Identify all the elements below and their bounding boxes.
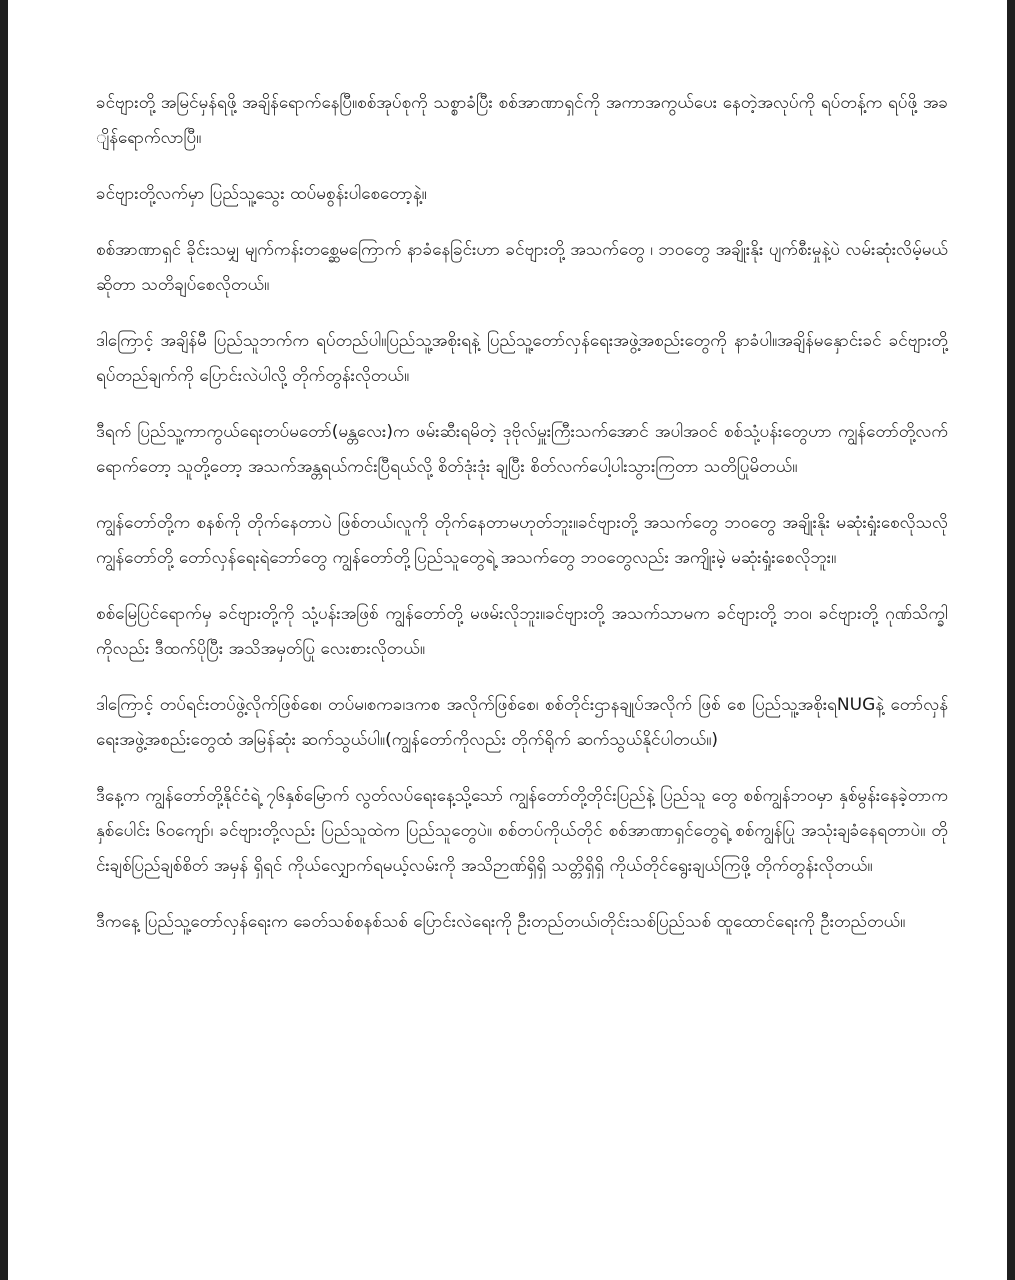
left-page-border xyxy=(0,0,8,1280)
paragraph-2: ခင်ဗျားတို့လက်မှာ ပြည်သူ့သွေး ထပ်မစွန်းပါစေတော့နဲ့။ xyxy=(96,184,427,204)
paragraph-9: ဒီနေ့က ကျွန်တော်တို့နိုင်ငံရဲ့ ၇၆နှစ်မြောက် လွတ်လပ်ရေးနေ့သို့သော် ကျွန်တော်တို့တိုင်းပြည်နဲ့ ပြည်သူ တွေ စစ်ကျွန်ဘဝမှာ နှစ်မွန်းနေခဲ့တာက နှစ်ပေါင်း ၆၀ကျော်၊ ခင်ဗျားတို့လည်း ပြည်သူထဲက ပြည်သူတွေပဲ။ စစ်တပ်ကိုယ်တိုင် စစ်အာဏာရှင်တွေရဲ့ စစ်ကျွန်ပြု အသုံးချခံနေရတာပဲ။ တိုင်းချစ်ပြည်ချစ်စိတ် အမှန် ရှိရင် ကိုယ်လျှောက်ရမယ့်လမ်းကို အသိဉာဏ်ရှိရှိ သတ္တိရှိရှိ ကိုယ်တိုင်ရွေးချယ်ကြဖို့ တိုက်တွန်းလိုတယ်။ xyxy=(96,786,948,876)
paragraph-6: ကျွန်တော်တို့က စနစ်ကို တိုက်နေတာပဲ ဖြစ်တယ်၊လူကို တိုက်နေတာမဟုတ်ဘူး။ခင်ဗျားတို့ အသက်တွေ ဘဝတွေ အချိုးနိုး မဆုံးရှုံးစေလိုသလို ကျွန်တော်တို့ တော်လှန်ရေးရဲဘော်တွေ ကျွန်တော်တို့ပြည်သူတွေရဲ့ အသက်တွေ ဘဝတွေလည်း အကျိုးမဲ့ မဆုံးရှုံးစေလိုဘူး။ xyxy=(96,513,948,568)
right-page-border xyxy=(1007,0,1015,1280)
paragraph-1: ခင်ဗျားတို့ အမြင်မှန်ရဖို့ အချိန်ရောက်နေပြီ။စစ်အုပ်စုကို သစ္စာခံပြီး စစ်အာဏာရှင်ကို အကာအကွယ်ပေး နေတဲ့အလုပ်ကို ရပ်တန့်က ရပ်ဖို့ အချိန်ရောက်လာပြီ။ xyxy=(96,93,948,148)
document-page xyxy=(8,0,1007,1280)
paragraph-4: ဒါကြောင့် အချိန်မီ ပြည်သူဘက်က ရပ်တည်ပါ။ပြည်သူ့အစိုးရနဲ့ ပြည်သူ့တော်လှန်ရေးအဖွဲ့အစည်းတွေကို နာခံပါ။အချိန်မနှောင်းခင် ခင်ဗျားတို့ ရပ်တည်ချက်ကို ပြောင်းလဲပါလို့ တိုက်တွန်းလိုတယ်။ xyxy=(96,331,948,386)
paragraph-5: ဒီရက် ပြည်သူ့ကာကွယ်ရေးတပ်မတော်(မန္တလေး)က ဖမ်းဆီးရမိတဲ့ ဒုဗိုလ်မှူးကြီးသက်အောင် အပါအဝင် စစ်သုံ့ပန်းတွေဟာ ကျွန်တော်တို့လက်ရောက်တော့ သူတို့တော့ အသက်အန္တရယ်ကင်းပြီရယ်လို့ စိတ်ဒုံးဒုံး ချပြီး စိတ်လက်ပေါ့ပါးသွားကြတာ သတိပြုမိတယ်။ xyxy=(96,422,948,477)
paragraph-7: စစ်မြေပြင်ရောက်မှ ခင်ဗျားတို့ကို သုံ့ပန်းအဖြစ် ကျွန်တော်တို့ မဖမ်းလိုဘူး။ခင်ဗျားတို့ အသက်သာမက ခင်ဗျားတို့ ဘဝ၊ ခင်ဗျားတို့ ဂုဏ်သိက္ခါကိုလည်း ဒီထက်ပိုပြီး အသိအမှတ်ပြု လေးစားလိုတယ်။ xyxy=(96,604,948,659)
paragraph-10: ဒီကနေ့ ပြည်သူ့တော်လှန်ရေးက ခေတ်သစ်စနစ်သစ် ပြောင်းလဲရေးကို ဦးတည်တယ်၊တိုင်းသစ်ပြည်သစ် ထူထောင်ရေးကို ဦးတည်တယ်။ xyxy=(96,912,906,932)
document-body xyxy=(96,86,948,961)
paragraph-8: ဒါကြောင့် တပ်ရင်းတပ်ဖွဲ့လိုက်ဖြစ်စေ၊ တပ်မ၊စကခ၊ဒကစ အလိုက်ဖြစ်စေ၊ စစ်တိုင်းဌာနချုပ်အလိုက် ဖြစ် စေ ပြည်သူ့အစိုးရNUGနဲ့ တော်လှန်ရေးအဖွဲ့အစည်းတွေထံ အမြန်ဆုံး ဆက်သွယ်ပါ။(ကျွန်တော်ကိုလည်း တိုက်ရိုက် ဆက်သွယ်နိုင်ပါတယ်။) xyxy=(96,695,948,750)
paragraph-3: စစ်အာဏာရှင် ခိုင်းသမျှ မျက်ကန်းတစ္ဆေမကြောက် နာခံနေခြင်းဟာ ခင်ဗျားတို့ အသက်တွေ ၊ ဘဝတွေ အချိုးနိုး ပျက်စီးမှုနဲ့ပဲ လမ်းဆုံးလိမ့်မယ်ဆိုတာ သတိချပ်စေလိုတယ်။ xyxy=(96,240,948,295)
